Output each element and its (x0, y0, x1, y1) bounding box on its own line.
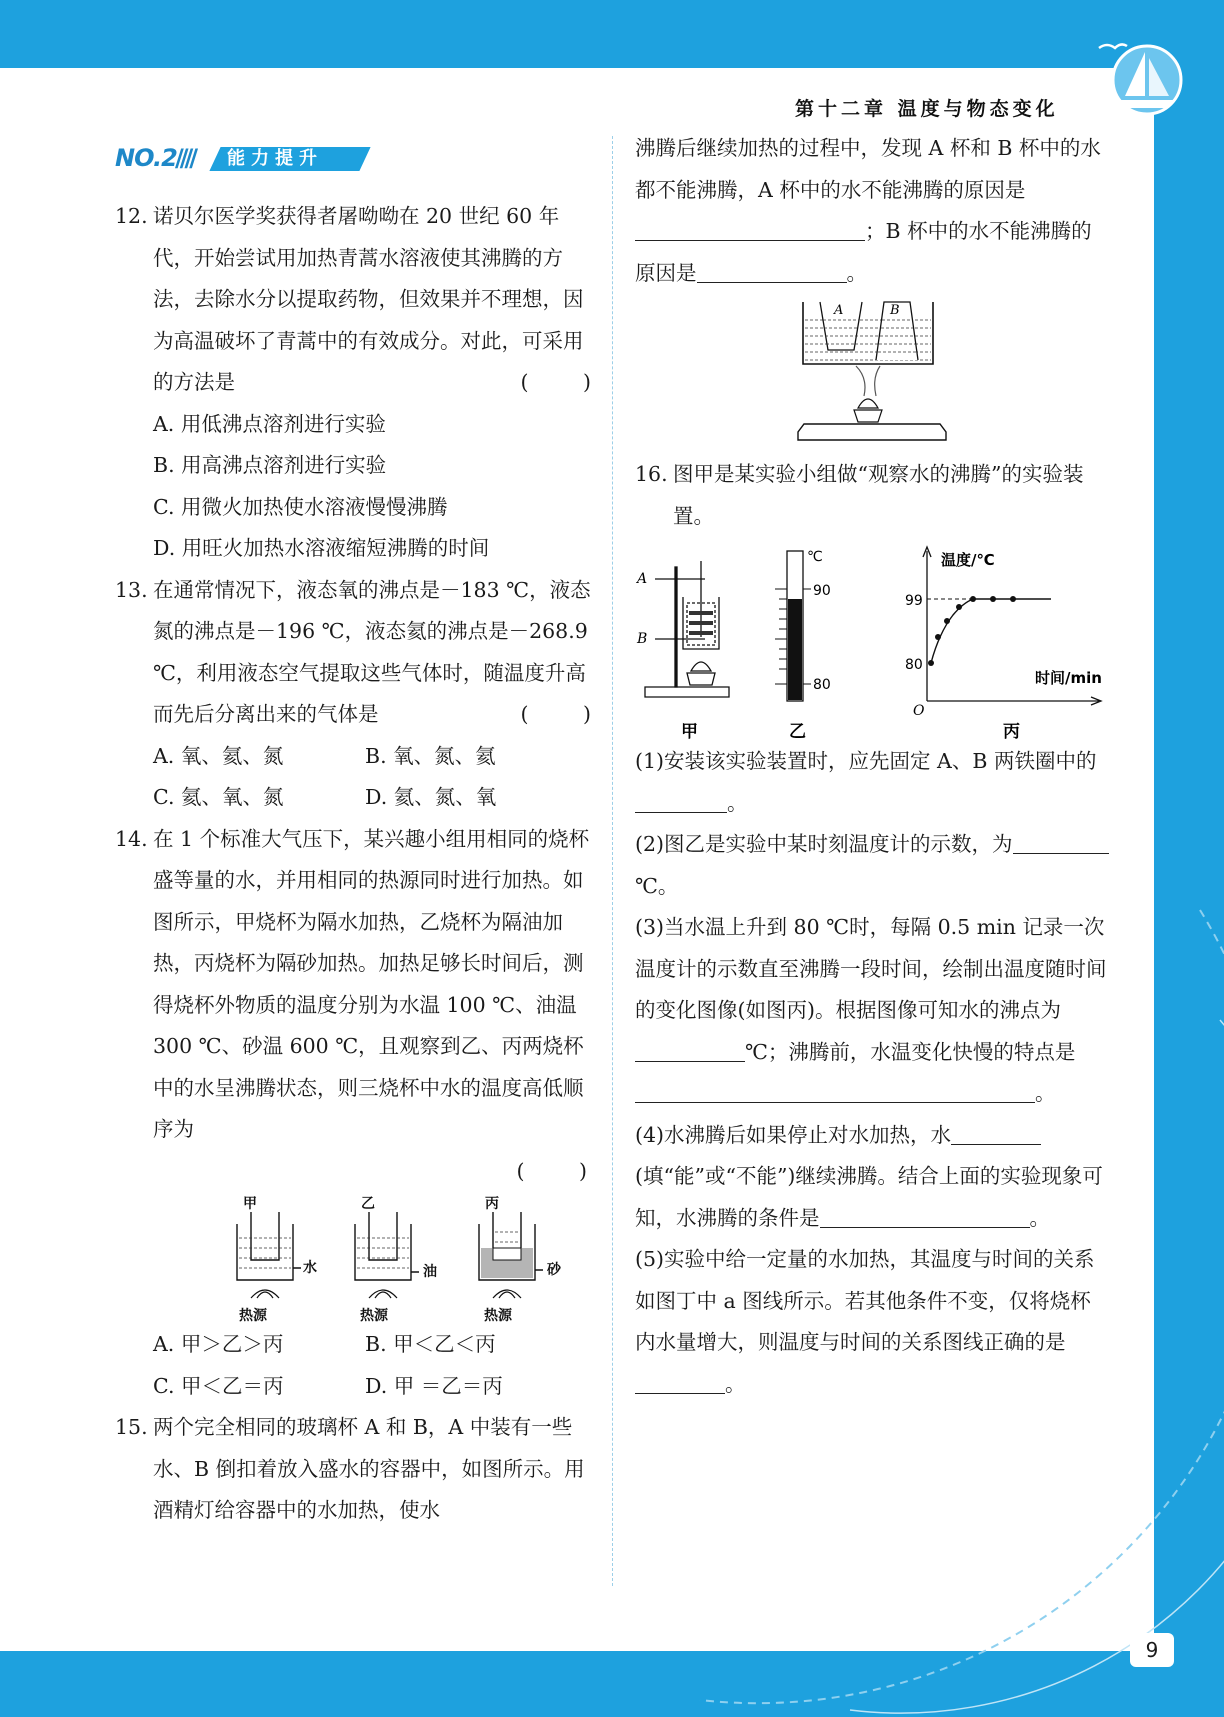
graph-ylabel: 温度/℃ (941, 551, 995, 569)
question-stem: 在通常情况下，液态氧的沸点是－183 ℃，液态氮的沸点是－196 ℃，液态氦的沸点是－268.9 ℃，利用液态空气提取这些气体时，随温度升高而先后分离出来的气体是 (153, 577, 591, 726)
option-b: B. 甲＜乙＜丙 (365, 1332, 496, 1356)
caption-jia: 甲 (681, 722, 698, 742)
answer-paren-line (115, 1151, 611, 1193)
question-15-continued (635, 128, 1110, 294)
q16-part-1 (635, 741, 1110, 824)
continued-text: ；B 杯中的水不能沸腾的原因是 (635, 219, 1092, 285)
caption-yi: 乙 (789, 722, 806, 742)
question-number: 16. (635, 462, 668, 486)
option-a: A. 氧、氦、氮 (153, 743, 284, 768)
question-stem: 两个完全相同的玻璃杯 A 和 B，A 中装有一些水、B 倒扣着放入盛水的容器中，如图所示。用酒精灯给容器中的水加热，使水 (153, 1415, 585, 1522)
graph-xlabel: 时间/min (1035, 669, 1102, 687)
section-slashes: //// (175, 144, 195, 172)
q16-part-4 (635, 1115, 1110, 1240)
column-divider (612, 136, 613, 1586)
label-yi: 乙 (361, 1196, 375, 1212)
question-number: 12. (115, 204, 148, 228)
graph-tick-80: 80 (905, 657, 923, 673)
label-water: 水 (303, 1260, 317, 1276)
label-heat-source-3: 热源 (484, 1308, 512, 1324)
continued-text: 。 (846, 260, 867, 285)
answer-blank[interactable] (635, 1040, 745, 1062)
cup-b-label: B (889, 303, 900, 318)
part-text: 。 (727, 790, 748, 815)
answer-blank[interactable] (635, 1372, 725, 1394)
thermometer-tick-90: 90 (813, 583, 831, 599)
answer-blank[interactable] (1013, 833, 1109, 855)
option-a: A. 甲＞乙＞丙 (153, 1332, 284, 1356)
section-number: NO.2 (115, 144, 177, 172)
option-c: C. 用微火加热使水溶液慢慢沸腾 (153, 494, 448, 519)
option-c: C. 甲＜乙＝丙 (153, 1373, 284, 1398)
part-text: ℃；沸腾前，水温变化快慢的特点是 (745, 1039, 1076, 1064)
answer-paren: ( ) (516, 1158, 611, 1183)
option-b: B. 氧、氮、氦 (365, 743, 496, 768)
answer-paren: ( ) (520, 370, 615, 394)
options-row-cd (115, 777, 595, 819)
question-12 (115, 196, 615, 404)
answer-blank[interactable] (635, 791, 727, 813)
q16-part-5 (635, 1239, 1110, 1405)
part-text: (4)水沸腾后如果停止对水加热，水 (635, 1122, 952, 1147)
answer-blank[interactable] (635, 1082, 1035, 1104)
question-number: 15. (115, 1415, 148, 1439)
right-column (635, 128, 1110, 1405)
thermometer-tick-80: 80 (813, 677, 831, 693)
question-14 (115, 819, 595, 1151)
continued-text: 沸腾后继续加热的过程中，发现 A 杯和 B 杯中的水都不能沸腾，A 杯中的水不能沸腾的原因是 (635, 136, 1101, 202)
answer-blank[interactable] (820, 1206, 1030, 1228)
thermometer-unit: ℃ (807, 549, 823, 565)
three-beakers-figure (155, 1194, 561, 1324)
options-row-cd (115, 1366, 595, 1408)
bottom-banner (0, 1651, 1224, 1717)
label-heat-source-2: 热源 (360, 1308, 388, 1324)
answer-blank[interactable] (635, 220, 865, 242)
option-b: B. 用高沸点溶剂进行实验 (153, 453, 387, 477)
cups-in-container-figure (798, 298, 948, 448)
answer-blank[interactable] (951, 1123, 1041, 1145)
question-16 (635, 454, 1110, 537)
right-banner (1154, 0, 1224, 1717)
label-bing: 丙 (485, 1196, 499, 1212)
q16-part-2 (635, 824, 1110, 907)
question-stem: 诺贝尔医学奖获得者屠呦呦在 20 世纪 60 年代，开始尝试用加热青蒿水溶液使其沸腾的方法，去除水分以提取药物，但效果并不理想，因为高温破坏了青蒿中的有效成分。对此，可采用的方法是 (153, 204, 584, 394)
option-d: D. 氦、氮、氧 (365, 785, 497, 809)
question-13 (115, 570, 615, 736)
question-number: 14. (115, 826, 148, 851)
ring-b-label: B (637, 631, 648, 647)
part-text: (2)图乙是实验中某时刻温度计的示数，为 (635, 832, 1013, 856)
option-a: A. 用低沸点溶剂进行实验 (153, 411, 386, 436)
options-row-ab (115, 1324, 595, 1366)
answer-paren: ( ) (520, 702, 615, 726)
top-banner (0, 0, 1224, 68)
left-column (115, 196, 615, 1532)
question-stem: 在 1 个标准大气压下，某兴趣小组用相同的烧杯盛等量的水，并用相同的热源同时进行加热。如图所示，甲烧杯为隔水加热，乙烧杯为隔油加热，丙烧杯为隔砂加热。加热足够长时间后，测得烧杯外物质的温度分别为水温 100 ℃、油温 300 ℃、砂温 600 ℃，且观察到乙、丙两烧杯中的水呈沸腾状态，则三烧杯中水的温度高低顺序为 (153, 826, 590, 1141)
ring-a-label: A (637, 571, 648, 587)
question-stem: 图甲是某实验小组做“观察水的沸腾”的实验装置。 (673, 462, 1084, 528)
answer-blank[interactable] (697, 261, 847, 283)
part-text: 。 (1029, 1205, 1050, 1230)
cup-a-label: A (833, 303, 843, 318)
section-header (115, 144, 375, 174)
boiling-experiment-figure (635, 541, 1110, 741)
part-text: (5)实验中给一定量的水加热，其温度与时间的关系如图丁中 a 图线所示。若其他条件不变，仅将烧杯内水量增大，则温度与时间的关系图线正确的是 (635, 1247, 1095, 1354)
label-jia: 甲 (243, 1196, 257, 1212)
sailboat-logo-icon (1095, 38, 1187, 118)
part-text: (3)当水温上升到 80 ℃时，每隔 0.5 min 记录一次温度计的示数直至沸腾一段时间，绘制出温度随时间的变化图像(如图丙)。根据图像可知水的沸点为 (635, 915, 1107, 1022)
part-text: 。 (1035, 1081, 1056, 1105)
options-row-ab (115, 736, 595, 778)
q16-part-3 (635, 907, 1110, 1115)
page-number: 9 (1130, 1633, 1174, 1667)
question-15 (115, 1407, 595, 1532)
option-c: C. 氦、氧、氮 (153, 785, 284, 809)
label-heat-source-1: 热源 (239, 1308, 267, 1324)
label-oil: 油 (423, 1264, 437, 1280)
graph-origin: O (913, 703, 925, 719)
label-sand: 砂 (547, 1262, 561, 1278)
question-number: 13. (115, 577, 148, 602)
graph-tick-99: 99 (905, 593, 923, 609)
part-text: ℃。 (635, 873, 679, 898)
part-text: (1)安装该实验装置时，应先固定 A、B 两铁圈中的 (635, 749, 1097, 773)
section-title: 能力提升 (227, 148, 323, 169)
chapter-title: 第十二章 温度与物态变化 (795, 98, 1059, 120)
caption-bing: 丙 (1003, 722, 1020, 742)
part-text: (填“能”或“不能”)继续沸腾。结合上面的实验现象可知，水沸腾的条件是 (635, 1164, 1103, 1230)
option-d: D. 用旺火加热水溶液缩短沸腾的时间 (153, 536, 490, 560)
option-d: D. 甲 ＝乙＝丙 (365, 1373, 503, 1398)
part-text: 。 (725, 1371, 746, 1396)
